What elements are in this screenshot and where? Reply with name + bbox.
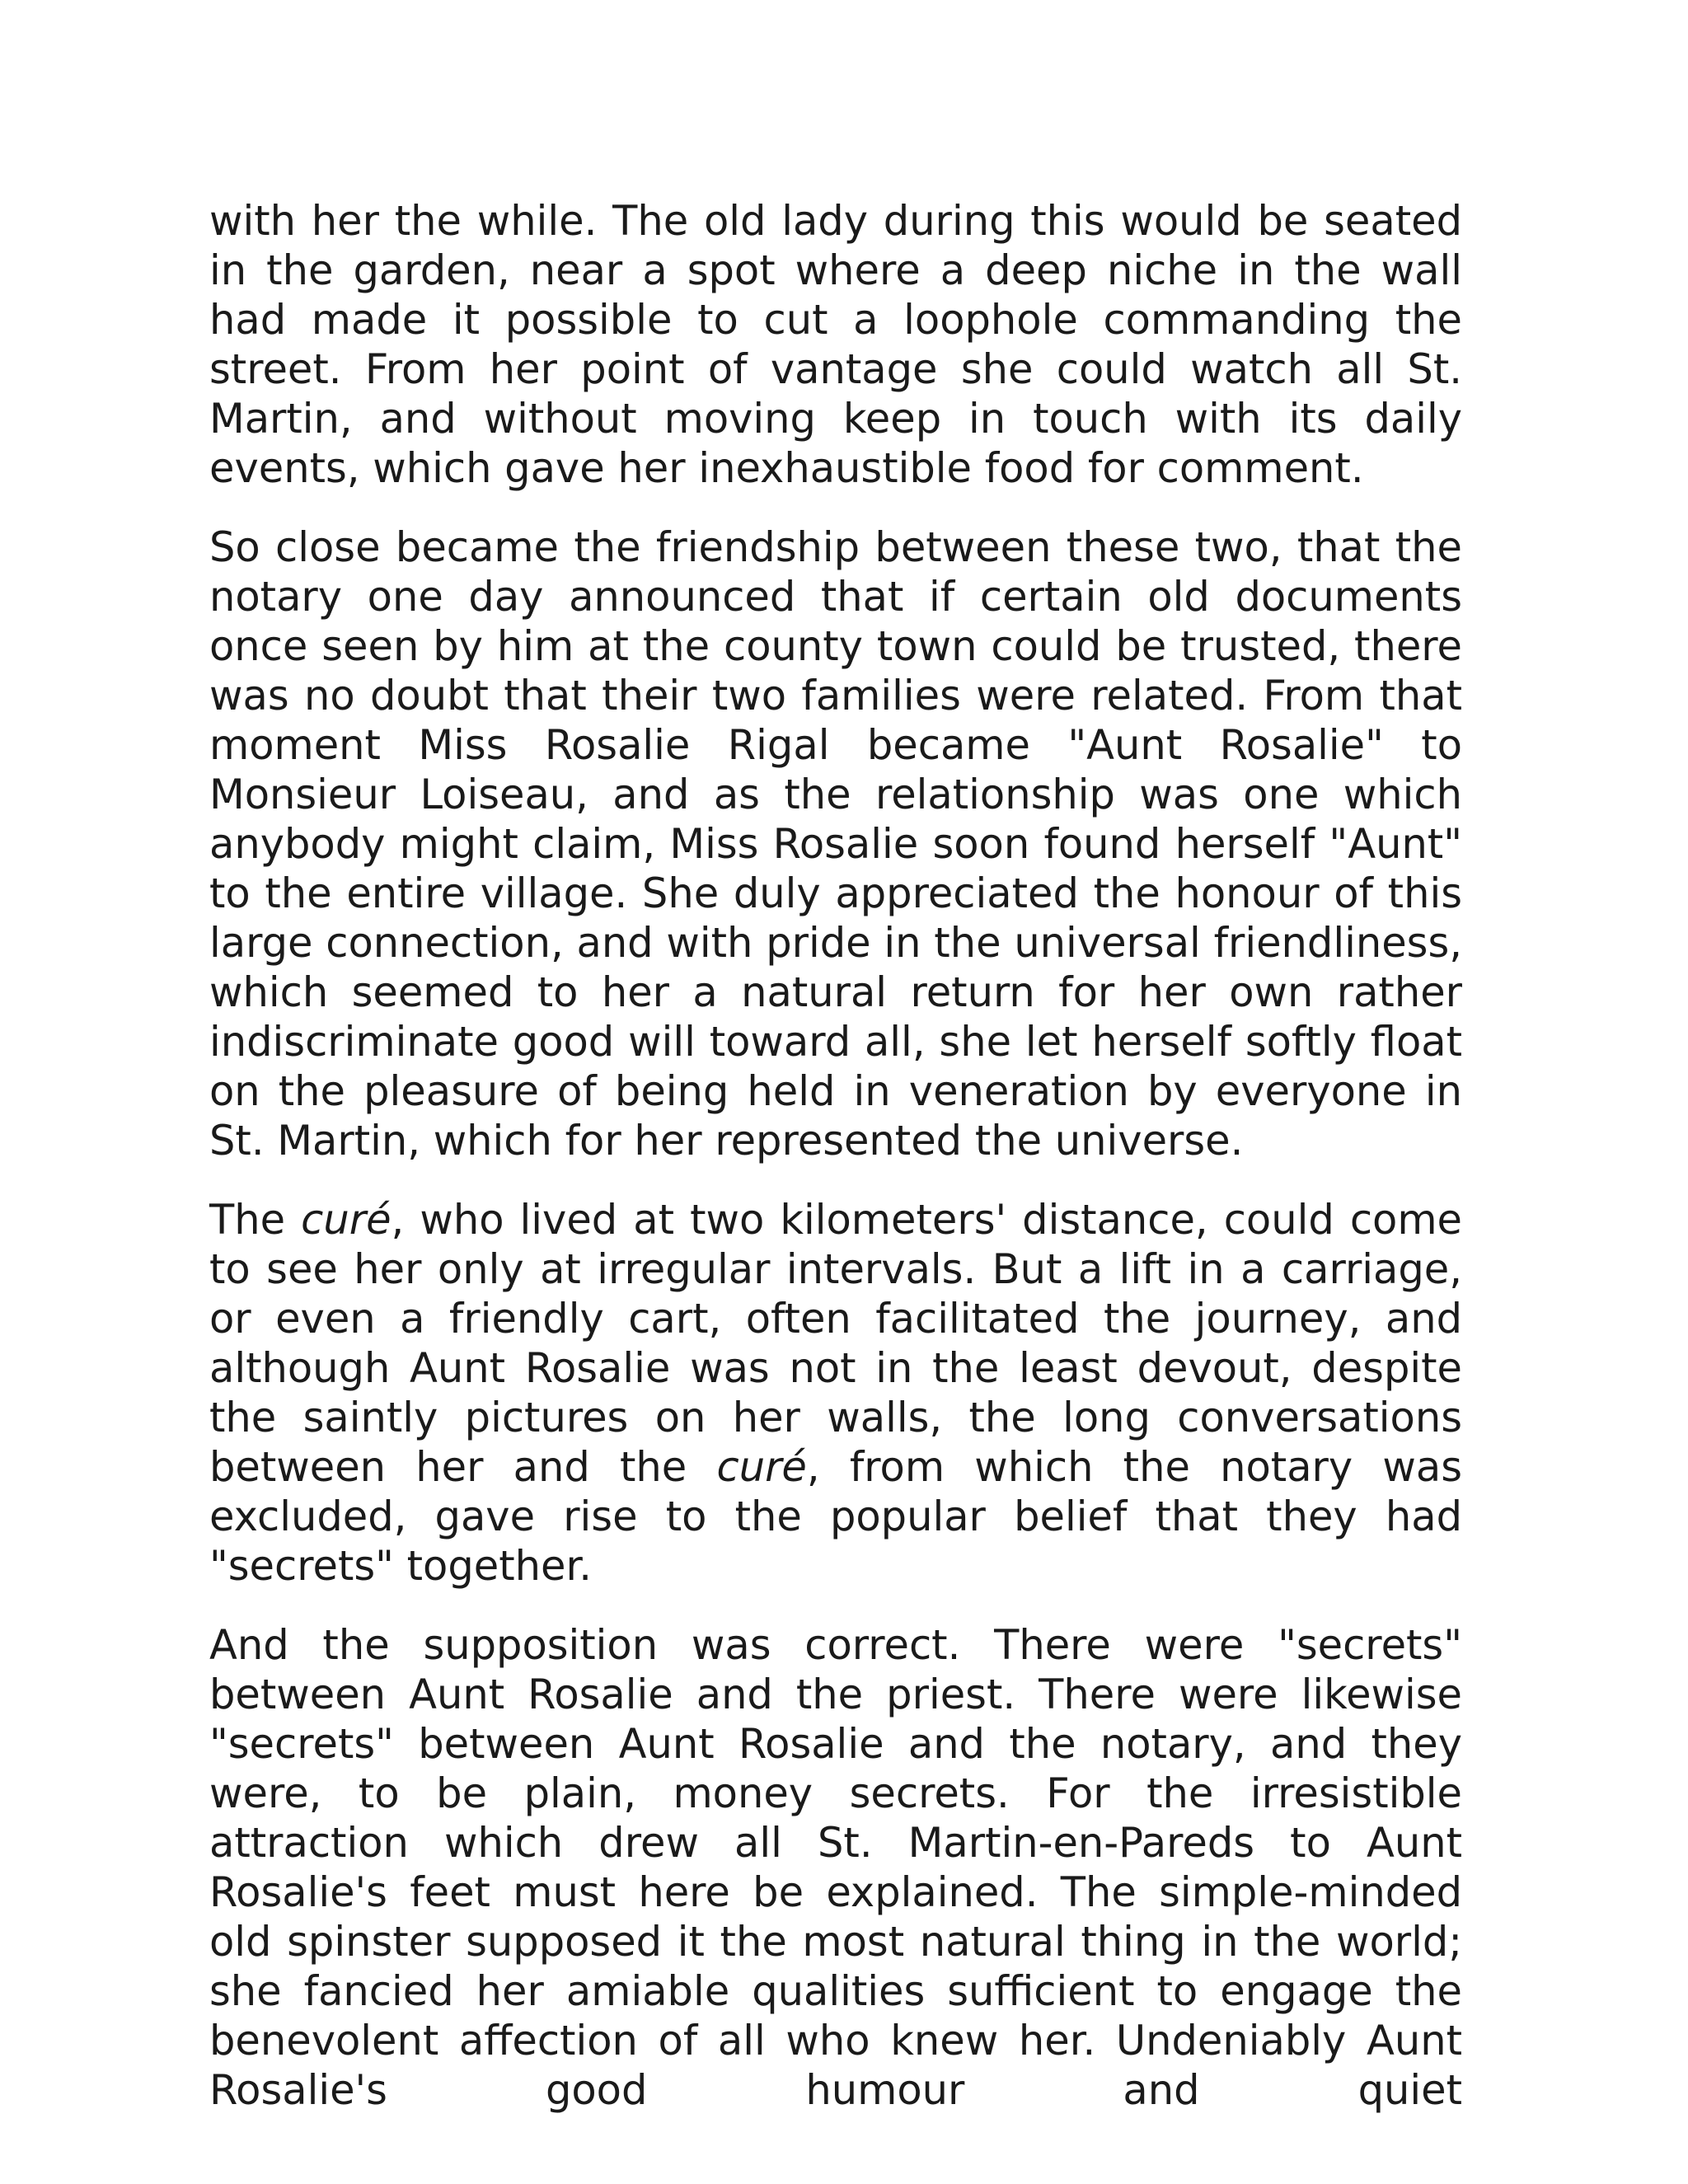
paragraph-text: , who lived at two kilometers' distance, could come to see her only at irregular intervals. But a lift in a carriage, or even a friendly cart, often facilitated the journey, and although Aunt Rosalie was not in the least devout, despite the saintly pictures on her walls, the long conversations between her and the [209, 1196, 1462, 1491]
italic-word-cure: curé [716, 1443, 807, 1491]
document-page [209, 196, 1462, 2115]
paragraph-text: So close became the friendship between these two, that the notary one day announced that if certain old documents once seen by him at the county town could be trusted, there was no doubt that their two families were related. From that moment Miss Rosalie Rigal became "Aunt Rosalie" to Monsieur Loiseau, and as the relationship was one which anybody might claim, Miss Rosalie soon found herself "Aunt" to the entire village. She duly appreciated the honour of this large connection, and with pride in the universal friendliness, which seemed to her a natural return for her own rather indiscriminate good will toward all, she let herself softly float on the pleasure of being held in veneration by everyone in St. Martin, which for her represented the universe. [209, 523, 1462, 1165]
paragraph-text: The [209, 1196, 302, 1244]
paragraph-3 [209, 1195, 1462, 1591]
paragraph-text: , from which the notary was excluded, gave rise to the popular belief that they had "secrets" together. [209, 1443, 1463, 1590]
paragraph-4 [209, 1620, 1462, 2115]
paragraph-2 [209, 523, 1462, 1165]
italic-word-cure: curé [301, 1196, 392, 1244]
paragraph-text: with her the while. The old lady during this would be seated in the garden, near a spot where a deep niche in the wall had made it possible to cut a loophole commanding the street. From her point of vantage she could watch all St. Martin, and without moving keep in touch with its daily events, which gave her inexhaustible food for comment. [209, 197, 1462, 492]
paragraph-text: And the supposition was correct. There were "secrets" between Aunt Rosalie and the priest. There were likewise "secrets" between Aunt Rosalie and the notary, and they were, to be plain, money secrets. For the irresistible attraction which drew all St. Martin-en-Pareds to Aunt Rosalie's feet must here be explained. The simple-minded old spinster supposed it the most natural thing in the world; she fancied her amiable qualities sufficient to engage the benevolent affection of all who knew her. Undeniably Aunt Rosalie's good humour and quiet [209, 1621, 1462, 2114]
paragraph-1 [209, 196, 1462, 493]
